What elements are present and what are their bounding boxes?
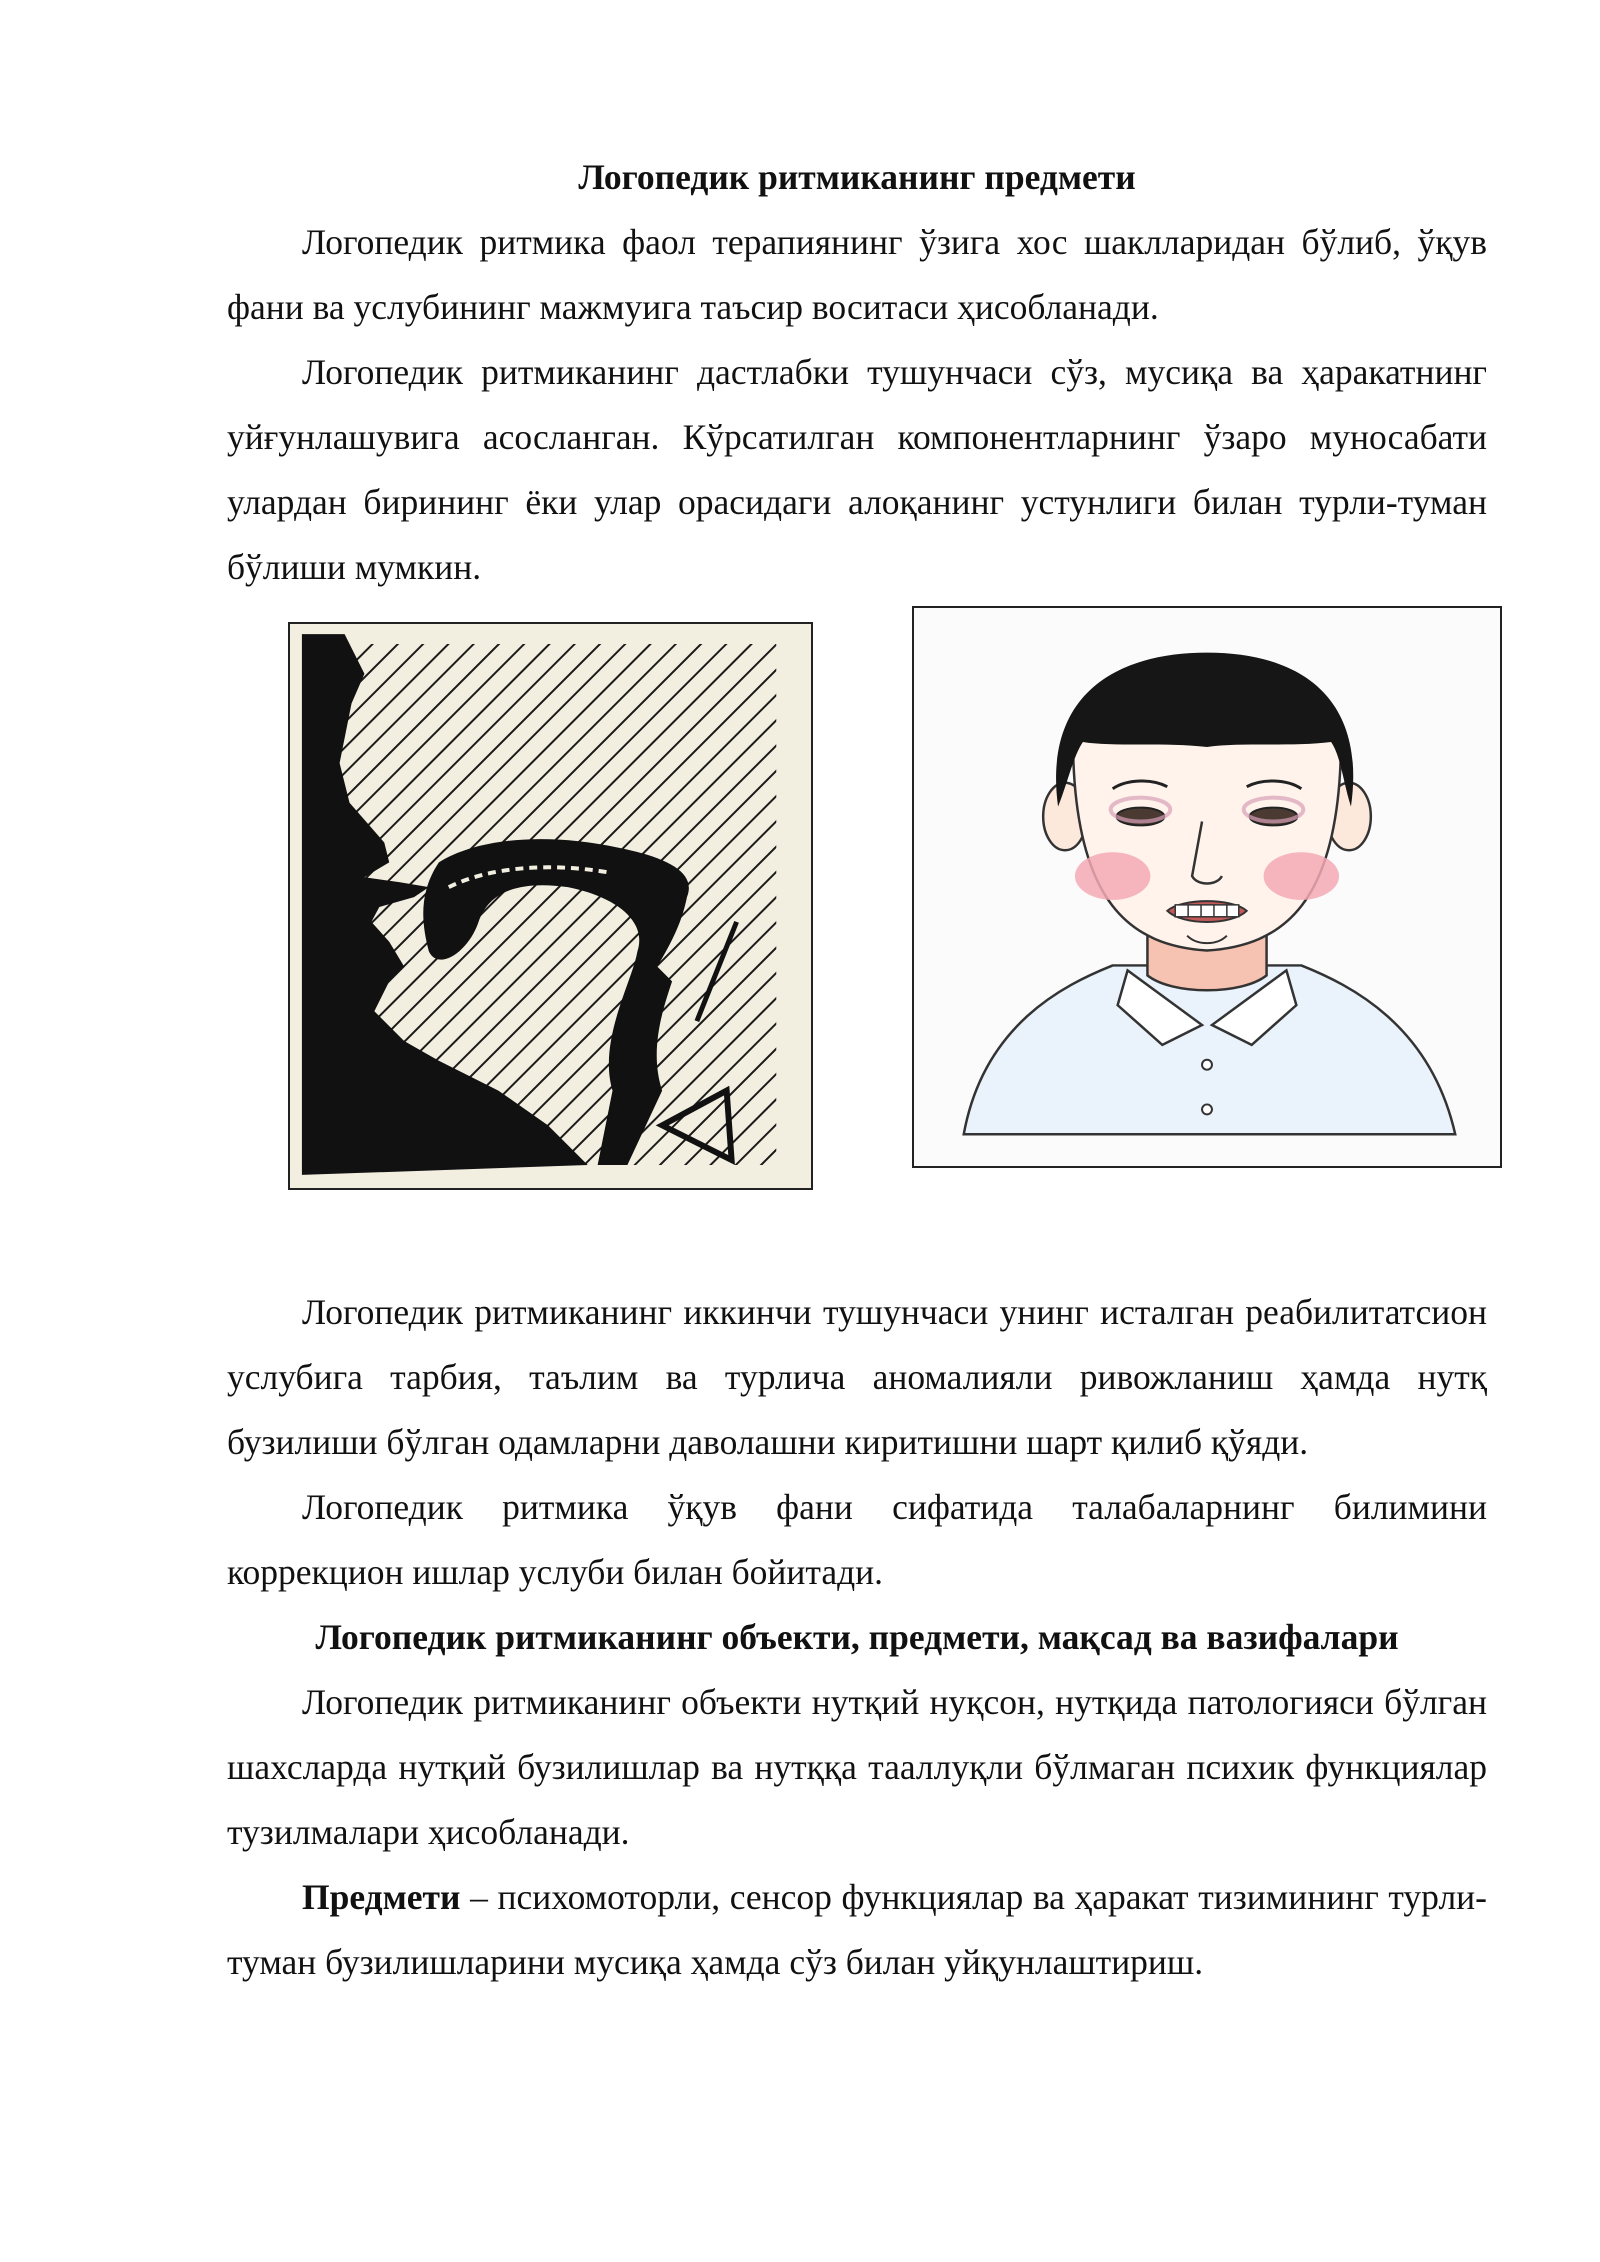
articulation-profile-illustration [288,622,813,1190]
main-block [227,1280,1487,1995]
intro-block [227,145,1487,600]
term-label: Предмети [302,1877,461,1917]
paragraph: Логопедик ритмиканинг дастлабки тушунчаси сўз, мусиқа ва ҳаракатнинг уйғунлашувига асосланган. Кўрсатилган компонентларнинг ўзаро муносабати улардан бирининг ёки улар орасидаги алоқанинг устунлиги билан турли-туман бўлиши мумкин. [227,352,1487,587]
boy-face-icon [914,608,1500,1166]
articulation-profile-icon [290,624,811,1188]
section-heading: Логопедик ритмиканинг предмети [578,157,1136,197]
paragraph: Логопедик ритмиканинг иккинчи тушунчаси унинг исталган реабилитатсион услубига тарбия, таълим ва турлича аномалияли ривожланиш ҳамда нутқ бузилиши бўлган одамларни даволашни киритишни шарт қилиб қўяди. [227,1292,1487,1462]
paragraph [227,1865,1487,1995]
term-definition: – психомоторли, сенсор функциялар ва ҳаракат тизимининг турли-туман бузилишларини мусиқа ҳамда сўз билан уйқунлаштириш. [227,1877,1487,1982]
paragraph: Логопедик ритмиканинг объекти нутқий нуқсон, нутқида патологияси бўлган шахсларда нутқий бузилишлар ва нутққа тааллуқли бўлмаган психик функциялар тузилмалари ҳисобланади. [227,1682,1487,1852]
paragraph: Логопедик ритмика фаол терапиянинг ўзига хос шаклларидан бўлиб, ўқув фани ва услубининг мажмуига таъсир воситаси ҳисобланади. [227,222,1487,327]
paragraph: Логопедик ритмика ўқув фани сифатида талабаларнинг билимини коррекцион ишлар услуби билан бойитади. [227,1487,1487,1592]
section-heading: Логопедик ритмиканинг объекти, предмети, мақсад ва вазифалари [315,1617,1399,1657]
boy-face-illustration [912,606,1502,1168]
